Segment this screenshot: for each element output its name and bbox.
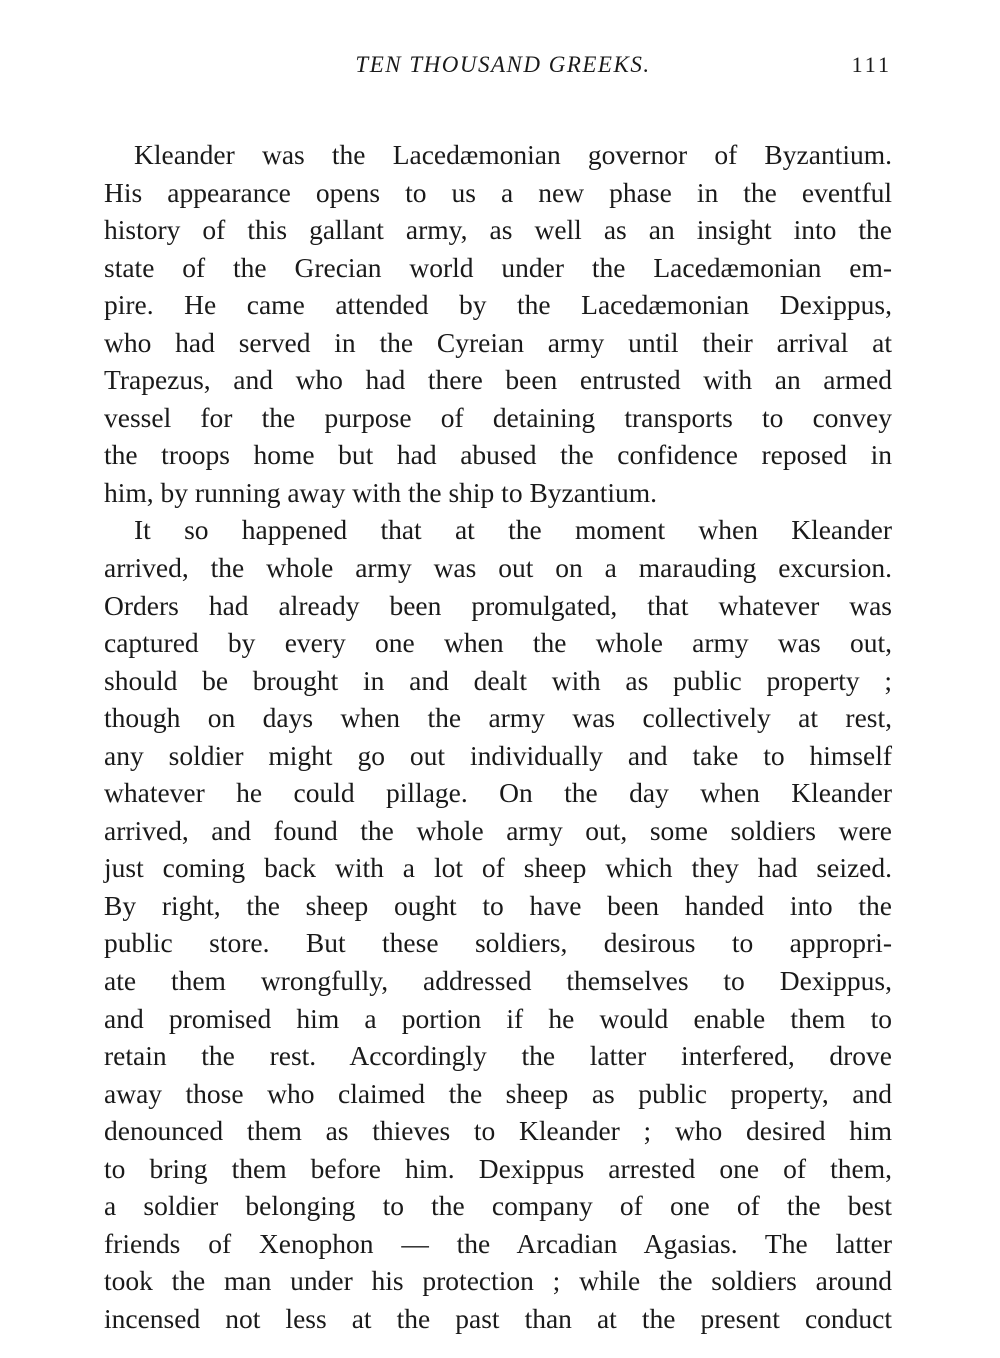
text-line: pire. He came attended by the Lacedæmonian Dexippus, xyxy=(104,289,892,321)
page-number: 111 xyxy=(851,52,892,77)
text-line: ate them wrongfully, addressed themselves to Dexippus, xyxy=(104,965,892,997)
text-line: him, by running away with the ship to Byzantium. xyxy=(104,476,657,508)
text-line: state of the Grecian world under the Lacedæmonian em- xyxy=(104,251,892,283)
text-line: though on days when the army was collectively at rest, xyxy=(104,702,892,734)
paragraph xyxy=(104,136,892,511)
text-line: public store. But these soldiers, desirous to appropri- xyxy=(104,927,892,959)
page-body xyxy=(104,136,892,1338)
text-line: to bring them before him. Dexippus arrested one of them, xyxy=(104,1152,892,1184)
running-title: TEN THOUSAND GREEKS. xyxy=(355,52,651,77)
text-line: captured by every one when the whole army was out, xyxy=(104,627,892,659)
text-line: and promised him a portion if he would enable them to xyxy=(104,1002,892,1034)
text-line: By right, the sheep ought to have been handed into the xyxy=(104,889,892,921)
text-line: a soldier belonging to the company of one of the best xyxy=(104,1190,892,1222)
text-line: Trapezus, and who had there been entrusted with an armed xyxy=(104,364,892,396)
paragraph xyxy=(104,511,892,1337)
text-line: took the man under his protection ; while the soldiers around xyxy=(104,1265,892,1297)
text-line: incensed not less at the past than at the present conduct xyxy=(104,1302,892,1334)
text-line: It so happened that at the moment when Kleander xyxy=(134,514,892,546)
text-line: His appearance opens to us a new phase in the eventful xyxy=(104,176,892,208)
text-line: Kleander was the Lacedæmonian governor of Byzantium. xyxy=(134,139,892,170)
text-line: vessel for the purpose of detaining transports to convey xyxy=(104,401,892,433)
text-line: any soldier might go out individually and take to himself xyxy=(104,739,892,771)
text-line: the troops home but had abused the confidence reposed in xyxy=(104,439,892,471)
text-line: denounced them as thieves to Kleander ; who desired him xyxy=(104,1115,892,1147)
text-line: history of this gallant army, as well as an insight into the xyxy=(104,214,892,246)
text-line: friends of Xenophon — the Arcadian Agasias. The latter xyxy=(104,1227,892,1259)
text-line: Orders had already been promulgated, that whatever was xyxy=(104,589,892,621)
text-line: just coming back with a lot of sheep which they had seized. xyxy=(104,852,892,884)
text-line: should be brought in and dealt with as public property ; xyxy=(104,664,892,696)
text-line: whatever he could pillage. On the day when Kleander xyxy=(104,777,892,809)
text-line: away those who claimed the sheep as public property, and xyxy=(104,1077,892,1109)
text-line: arrived, the whole army was out on a marauding excursion. xyxy=(104,552,892,584)
text-line: retain the rest. Accordingly the latter interfered, drove xyxy=(104,1040,892,1072)
text-line: arrived, and found the whole army out, some soldiers were xyxy=(104,814,892,846)
text-line: who had served in the Cyreian army until their arrival at xyxy=(104,326,892,358)
page-header xyxy=(104,52,892,86)
